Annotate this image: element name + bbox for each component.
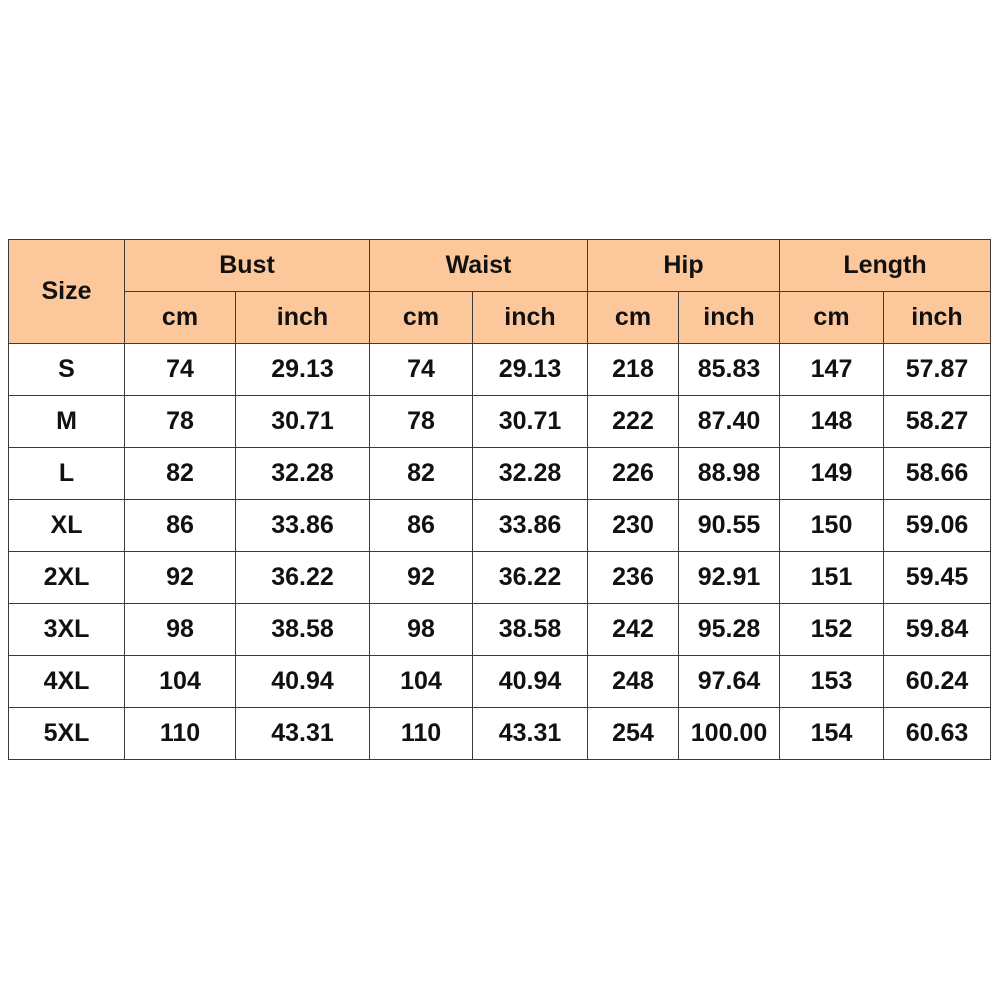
table-row: [9, 552, 991, 604]
measurement-cell: 87.40: [679, 396, 780, 448]
measurement-cell: 74: [125, 344, 236, 396]
size-label-cell: M: [9, 396, 125, 448]
measurement-cell: 92.91: [679, 552, 780, 604]
measurement-cell: 98: [370, 604, 473, 656]
measurement-cell: 43.31: [236, 708, 370, 760]
measurement-cell: 86: [370, 500, 473, 552]
unit-header: inch: [473, 292, 588, 344]
measurement-cell: 59.84: [884, 604, 991, 656]
measurement-cell: 104: [125, 656, 236, 708]
header-row-groups: [9, 240, 991, 292]
unit-header: inch: [884, 292, 991, 344]
measurement-cell: 110: [370, 708, 473, 760]
unit-header: cm: [370, 292, 473, 344]
measurement-cell: 59.45: [884, 552, 991, 604]
measurement-cell: 100.00: [679, 708, 780, 760]
measurement-cell: 59.06: [884, 500, 991, 552]
measurement-cell: 104: [370, 656, 473, 708]
measurement-cell: 43.31: [473, 708, 588, 760]
measurement-cell: 74: [370, 344, 473, 396]
measurement-cell: 95.28: [679, 604, 780, 656]
measurement-cell: 78: [370, 396, 473, 448]
measurement-cell: 40.94: [473, 656, 588, 708]
measurement-cell: 218: [588, 344, 679, 396]
measurement-cell: 58.27: [884, 396, 991, 448]
measurement-cell: 149: [780, 448, 884, 500]
size-label-cell: 3XL: [9, 604, 125, 656]
measurement-cell: 38.58: [473, 604, 588, 656]
measurement-cell: 154: [780, 708, 884, 760]
measurement-cell: 29.13: [473, 344, 588, 396]
unit-header: cm: [780, 292, 884, 344]
measurement-cell: 36.22: [473, 552, 588, 604]
measurement-cell: 82: [125, 448, 236, 500]
measurement-cell: 86: [125, 500, 236, 552]
size-label-cell: L: [9, 448, 125, 500]
hip-group-header: Hip: [588, 240, 780, 292]
measurement-cell: 32.28: [236, 448, 370, 500]
size-label-cell: 2XL: [9, 552, 125, 604]
measurement-cell: 29.13: [236, 344, 370, 396]
measurement-cell: 110: [125, 708, 236, 760]
unit-header: cm: [125, 292, 236, 344]
size-label-cell: S: [9, 344, 125, 396]
waist-group-header: Waist: [370, 240, 588, 292]
measurement-cell: 33.86: [236, 500, 370, 552]
measurement-cell: 78: [125, 396, 236, 448]
measurement-cell: 92: [125, 552, 236, 604]
measurement-cell: 88.98: [679, 448, 780, 500]
unit-header: inch: [679, 292, 780, 344]
size-label-cell: XL: [9, 500, 125, 552]
measurement-cell: 151: [780, 552, 884, 604]
measurement-cell: 32.28: [473, 448, 588, 500]
bust-group-header: Bust: [125, 240, 370, 292]
measurement-cell: 33.86: [473, 500, 588, 552]
header-row-units: [9, 292, 991, 344]
size-chart-table: [8, 239, 991, 760]
measurement-cell: 38.58: [236, 604, 370, 656]
measurement-cell: 57.87: [884, 344, 991, 396]
size-column-header: Size: [9, 240, 125, 344]
size-label-cell: 4XL: [9, 656, 125, 708]
table-row: [9, 656, 991, 708]
measurement-cell: 60.63: [884, 708, 991, 760]
measurement-cell: 97.64: [679, 656, 780, 708]
measurement-cell: 98: [125, 604, 236, 656]
measurement-cell: 60.24: [884, 656, 991, 708]
measurement-cell: 254: [588, 708, 679, 760]
measurement-cell: 150: [780, 500, 884, 552]
measurement-cell: 90.55: [679, 500, 780, 552]
size-label-cell: 5XL: [9, 708, 125, 760]
measurement-cell: 30.71: [473, 396, 588, 448]
measurement-cell: 30.71: [236, 396, 370, 448]
table-row: [9, 344, 991, 396]
unit-header: cm: [588, 292, 679, 344]
measurement-cell: 236: [588, 552, 679, 604]
table-row: [9, 396, 991, 448]
table-row: [9, 708, 991, 760]
measurement-cell: 85.83: [679, 344, 780, 396]
measurement-cell: 230: [588, 500, 679, 552]
table-row: [9, 604, 991, 656]
table-row: [9, 448, 991, 500]
measurement-cell: 147: [780, 344, 884, 396]
measurement-cell: 58.66: [884, 448, 991, 500]
measurement-cell: 242: [588, 604, 679, 656]
measurement-cell: 92: [370, 552, 473, 604]
measurement-cell: 40.94: [236, 656, 370, 708]
measurement-cell: 222: [588, 396, 679, 448]
table-row: [9, 500, 991, 552]
measurement-cell: 248: [588, 656, 679, 708]
table-header: [9, 240, 991, 344]
measurement-cell: 36.22: [236, 552, 370, 604]
measurement-cell: 82: [370, 448, 473, 500]
unit-header: inch: [236, 292, 370, 344]
table-body: [9, 344, 991, 760]
measurement-cell: 152: [780, 604, 884, 656]
length-group-header: Length: [780, 240, 991, 292]
measurement-cell: 226: [588, 448, 679, 500]
measurement-cell: 153: [780, 656, 884, 708]
measurement-cell: 148: [780, 396, 884, 448]
